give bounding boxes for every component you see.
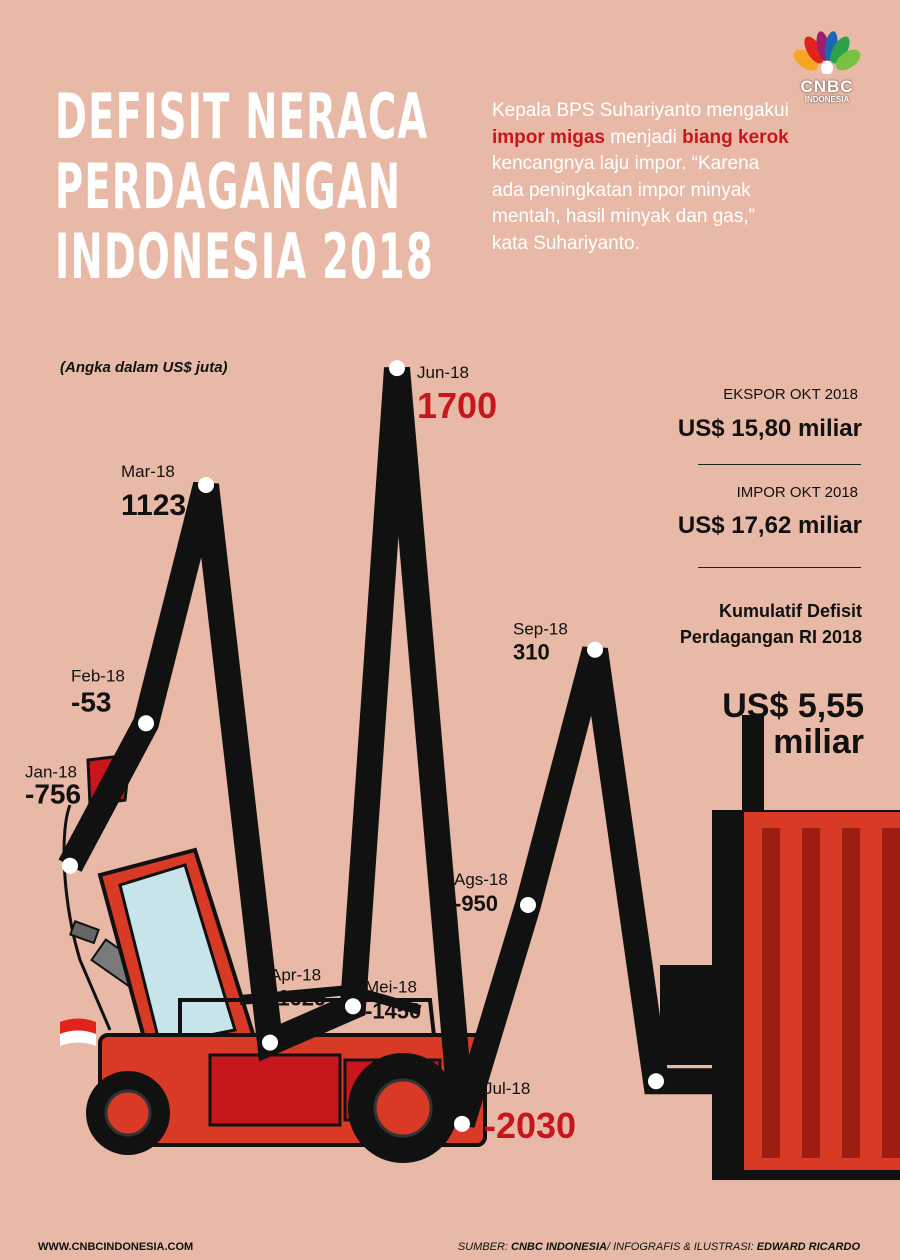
category-label-feb-18: Feb-18 <box>71 666 125 686</box>
unit-note: (Angka dalam US$ juta) <box>60 359 228 376</box>
kumulatif-label: Kumulatif Defisit Perdagangan RI 2018 <box>679 601 862 647</box>
data-point-okt-18 <box>648 1073 664 1089</box>
category-label-jul-18: Jul-18 <box>484 1078 531 1098</box>
footer-source-name: CNBC INDONESIA <box>511 1241 607 1253</box>
category-label-jun-18: Jun-18 <box>417 363 469 383</box>
category-label-apr-18: Apr-18 <box>270 965 322 985</box>
impor-label: IMPOR OKT 2018 <box>736 484 858 501</box>
value-label-jan-18: -756 <box>25 778 82 810</box>
category-label-okt-18: Okt-18 <box>654 1018 706 1038</box>
title-line-3: INDONESIA 2018 <box>55 220 434 293</box>
data-point-mar-18 <box>198 477 214 493</box>
impor-value: US$ 17,62 miliar <box>677 512 862 539</box>
value-label-feb-18: -53 <box>71 686 112 718</box>
title-line-2: PERDAGANGAN <box>55 150 402 223</box>
logo-brand: CNBC <box>800 77 854 96</box>
value-label-jul-18: -2030 <box>484 1104 577 1146</box>
title-line-1: DEFISIT NERACA <box>55 80 429 153</box>
category-label-jan-18: Jan-18 <box>25 762 77 782</box>
value-label-mei-18: -1450 <box>365 998 422 1024</box>
container-illustration <box>660 715 900 1180</box>
stats-divider-1 <box>698 464 861 465</box>
value-label-ags-18: -950 <box>454 891 499 917</box>
category-label-mei-18: Mei-18 <box>365 977 417 997</box>
intro-text-2: menjadi <box>604 126 683 148</box>
footer-source <box>458 1241 860 1253</box>
ekspor-label: EKSPOR OKT 2018 <box>723 386 858 403</box>
data-point-sep-18 <box>587 642 603 658</box>
data-point-feb-18 <box>138 715 154 731</box>
indonesia-flag-icon <box>60 1019 96 1047</box>
category-label-mar-18: Mar-18 <box>121 462 175 482</box>
ekspor-value: US$ 15,80 miliar <box>677 415 862 442</box>
logo-sub: INDONESIA <box>804 95 850 104</box>
footer-source-prefix: SUMBER: <box>457 1241 512 1253</box>
value-label-apr-18: -1629 <box>270 985 327 1011</box>
data-point-jul-18 <box>454 1116 470 1132</box>
intro-highlight-1: impor migas <box>492 126 605 148</box>
data-point-mei-18 <box>345 998 361 1014</box>
kumulatif-value: US$ 5,55 miliar <box>722 687 864 761</box>
footer-credit-name: EDWARD RICARDO <box>756 1241 860 1253</box>
data-point-apr-18 <box>262 1035 278 1051</box>
footer-credit-prefix: / INFOGRAFIS & ILUSTRASI: <box>606 1241 757 1253</box>
intro-highlight-2: biang kerok <box>682 126 789 148</box>
stats-divider-2 <box>698 567 861 568</box>
value-label-mar-18: 1123 <box>121 489 187 523</box>
value-label-sep-18: 310 <box>513 639 550 665</box>
data-point-jun-18 <box>389 360 405 376</box>
intro-text-1: Kepala BPS Suhariyanto mengakui <box>492 100 789 121</box>
value-label-okt-18: -1820 <box>654 1039 711 1065</box>
data-point-jan-18 <box>62 858 78 874</box>
category-label-sep-18: Sep-18 <box>513 619 568 639</box>
category-label-ags-18: Ags-18 <box>454 870 508 890</box>
forklift-illustration <box>64 755 485 1163</box>
intro-text-3: kencangnya laju impor. “Karena ada peningkatan impor minyak mentah, hasil minyak dan gas,” kata Suhariyanto. <box>492 153 760 254</box>
footer-website: WWW.CNBCINDONESIA.COM <box>38 1241 194 1253</box>
data-point-ags-18 <box>520 897 536 913</box>
value-label-jun-18: 1700 <box>417 385 498 427</box>
